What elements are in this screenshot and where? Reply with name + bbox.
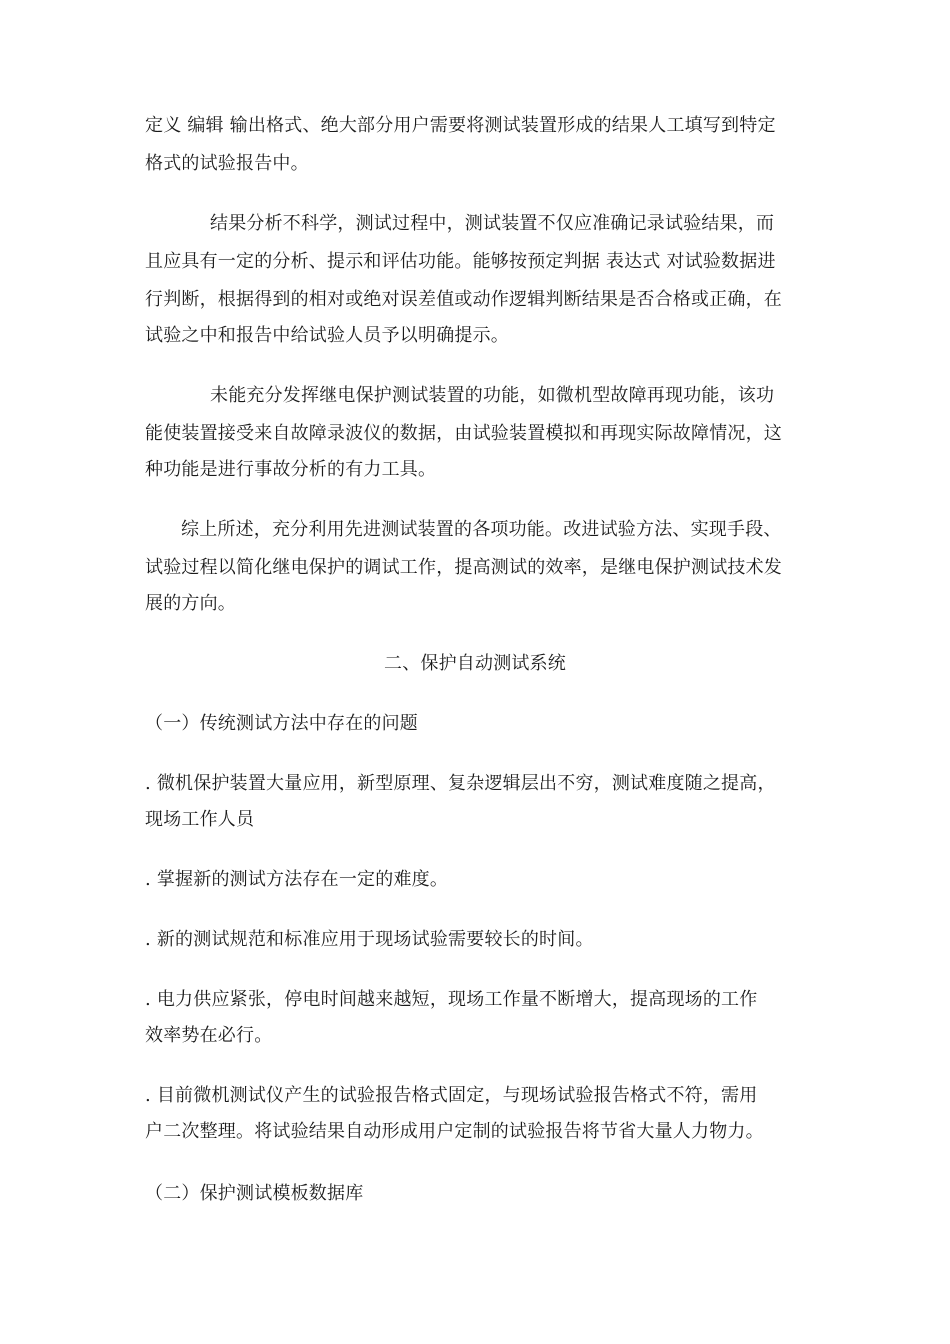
list-item-line: 户二次整理。将试验结果自动形成用户定制的试验报告将节省大量人力物力。 xyxy=(145,1121,764,1142)
paragraph-line: 试验过程以简化继电保护的调试工作，提高测试的效率，是继电保护测试技术发 xyxy=(145,557,782,578)
paragraph-line: 种功能是进行事故分析的有力工具。 xyxy=(145,459,437,480)
subsection-title: （一）传统测试方法中存在的问题 xyxy=(145,713,418,734)
list-item-line: 效率势在必行。 xyxy=(145,1025,273,1046)
paragraph-line: 结果分析不科学，测试过程中，测试装置不仅应准确记录试验结果，而 xyxy=(210,213,775,234)
paragraph-line: 格式的试验报告中。 xyxy=(145,153,309,174)
list-item-line: 现场工作人员 xyxy=(145,809,255,830)
list-item-line: . 新的测试规范和标准应用于现场试验需要较长的时间。 xyxy=(145,929,594,950)
list-item-line: . 微机保护装置大量应用，新型原理、复杂逻辑层出不穷，测试难度随之提高， xyxy=(145,773,776,794)
paragraph-line: 展的方向。 xyxy=(145,593,236,614)
paragraph-line: 且应具有一定的分析、提示和评估功能。能够按预定判据 表达式 对试验数据进 xyxy=(145,251,776,272)
paragraph-line: 定义 编辑 输出格式、绝大部分用户需要将测试装置形成的结果人工填写到特定 xyxy=(145,115,776,136)
paragraph-line: 试验之中和报告中给试验人员予以明确提示。 xyxy=(145,325,509,346)
paragraph-line: 未能充分发挥继电保护测试装置的功能，如微机型故障再现功能，该功 xyxy=(210,385,775,406)
section-title: 二、保护自动测试系统 xyxy=(384,653,566,674)
paragraph-line: 能使装置接受来自故障录波仪的数据，由试验装置模拟和再现实际故障情况，这 xyxy=(145,423,782,444)
list-item-line: . 电力供应紧张，停电时间越来越短，现场工作量不断增大，提高现场的工作 xyxy=(145,989,758,1010)
subsection-title: （二）保护测试模板数据库 xyxy=(145,1183,364,1204)
paragraph-line: 行判断，根据得到的相对或绝对误差值或动作逻辑判断结果是否合格或正确，在 xyxy=(145,289,782,310)
list-item-line: . 掌握新的测试方法存在一定的难度。 xyxy=(145,869,449,890)
list-item-line: . 目前微机测试仪产生的试验报告格式固定，与现场试验报告格式不符，需用 xyxy=(145,1085,758,1106)
paragraph-line: 综上所述，充分利用先进测试装置的各项功能。改进试验方法、实现手段、 xyxy=(181,519,782,540)
